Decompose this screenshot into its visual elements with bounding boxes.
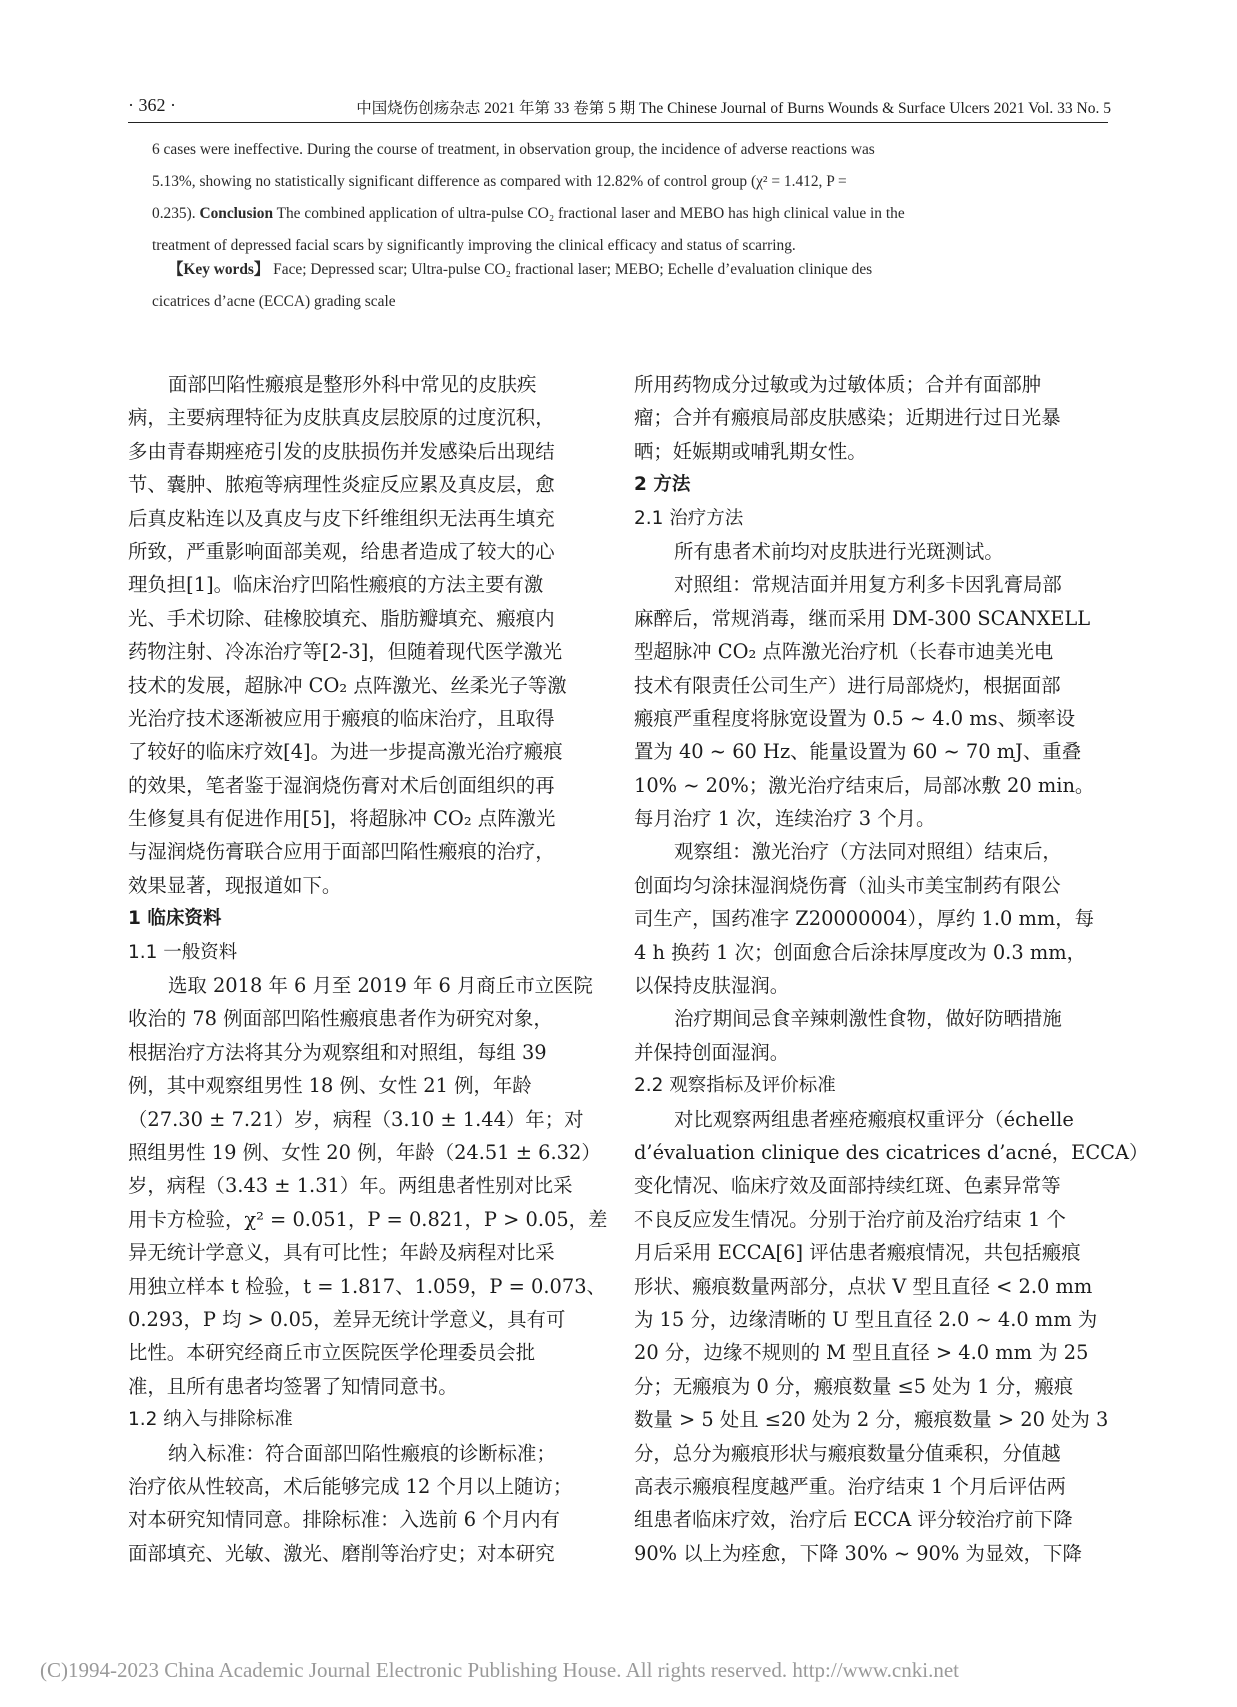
section-heading: 1.1 一般资料	[128, 941, 238, 963]
body-line: 多由青春期痤疮引发的皮肤损伤并发感染后出现结	[128, 439, 555, 463]
section-heading: 1.2 纳入与排除标准	[128, 1409, 293, 1431]
body-line: 生修复具有促进作用[5]，将超脉冲 CO₂ 点阵激光	[128, 807, 556, 831]
body-line: 高表示瘢痕程度越严重。治疗结束 1 个月后评估两	[634, 1474, 1066, 1498]
body-line: 面部填充、光敏、激光、磨削等治疗史；对本研究	[128, 1541, 555, 1565]
left-column	[128, 368, 608, 1570]
section-heading: 2.1 治疗方法	[634, 507, 744, 529]
keywords-line: cicatrices d’acne (ECCA) grading scale	[152, 293, 396, 310]
journal-title: 中国烧伤创疡杂志 2021 年第 33 卷第 5 期 The Chinese Journal of Burns Wounds & Surface Ulcers 2021 Vol. 33 No. 5	[356, 100, 1111, 117]
page-number: · 362 ·	[128, 95, 176, 115]
body-line: 为 15 分，边缘清晰的 U 型且直径 2.0 ~ 4.0 mm 为	[634, 1307, 1098, 1331]
body-line: d’évaluation clinique des cicatrices d’acné，ECCA）	[634, 1140, 1149, 1164]
body-line: 对本研究知情同意。排除标准：入选前 6 个月内有	[128, 1508, 560, 1532]
body-line: 分，总分为瘢痕形状与瘢痕数量分值乘积，分值越	[634, 1441, 1061, 1465]
body-line: 技术的发展，超脉冲 CO₂ 点阵激光、丝柔光子等激	[128, 673, 567, 697]
body-line: 理负担[1]。临床治疗凹陷性瘢痕的方法主要有激	[128, 573, 544, 597]
header-rule	[128, 122, 1108, 123]
keywords	[152, 254, 1082, 318]
body-line: 效果显著，现报道如下。	[128, 873, 342, 897]
body-line: 光治疗技术逐渐被应用于瘢痕的临床治疗，且取得	[128, 706, 555, 730]
body-line: 90% 以上为痊愈，下降 30% ~ 90% 为显效，下降	[634, 1541, 1082, 1565]
copyright-footer: (C)1994-2023 China Academic Journal Electronic Publishing House. All rights reserved. http://www.cnki.net	[40, 1658, 959, 1682]
body-line: 治疗依从性较高，术后能够完成 12 个月以上随访；	[128, 1474, 573, 1498]
body-line: 以保持皮肤湿润。	[634, 974, 790, 998]
body-line: 置为 40 ~ 60 Hz、能量设置为 60 ~ 70 mJ、重叠	[634, 740, 1082, 764]
body-line: 后真皮粘连以及真皮与皮下纤维组织无法再生填充	[128, 506, 555, 530]
section-heading: 2.2 观察指标及评价标准	[634, 1075, 836, 1097]
body-line: 20 分，边缘不规则的 M 型且直径 > 4.0 mm 为 25	[634, 1341, 1089, 1365]
body-line: 异无统计学意义，具有可比性；年龄及病程对比采	[128, 1241, 555, 1265]
conclusion-text: The combined application of ultra-pulse CO₂ fractional laser and MEBO has high clinical value in the	[273, 205, 905, 222]
abstract-line: 5.13%, showing no statistically significant difference as compared with 12.82% of control group (χ² = 1.412, P =	[152, 173, 847, 190]
running-header	[0, 95, 1237, 121]
body-line: 了较好的临床疗效[4]。为进一步提高激光治疗瘢痕	[128, 740, 563, 764]
abstract-line: 6 cases were ineffective. During the course of treatment, in observation group, the incidence of adverse reactions was	[152, 141, 875, 158]
body-line: 数量 > 5 处且 ≤20 处为 2 分，瘢痕数量 > 20 处为 3	[634, 1408, 1109, 1432]
abstract-line: treatment of depressed facial scars by significantly improving the clinical efficacy and status of scarring.	[152, 237, 796, 254]
body-line: 瘢痕严重程度将脉宽设置为 0.5 ~ 4.0 ms、频率设	[634, 706, 1076, 730]
body-line: 纳入标准：符合面部凹陷性瘢痕的诊断标准；	[168, 1441, 556, 1465]
body-line: 对照组：常规洁面并用复方利多卡因乳膏局部	[674, 573, 1062, 597]
body-line: 组患者临床疗效，治疗后 ECCA 评分较治疗前下降	[634, 1508, 1073, 1532]
body-line: 0.293，P 均 > 0.05，差异无统计学意义，具有可	[128, 1307, 566, 1331]
body-line: 例，其中观察组男性 18 例、女性 21 例，年龄	[128, 1074, 532, 1098]
right-column	[634, 368, 1149, 1570]
section-heading: 1 临床资料	[128, 908, 222, 930]
keywords-label: 【Key words】	[168, 261, 270, 278]
body-line: 根据治疗方法将其分为观察组和对照组，每组 39	[128, 1040, 547, 1064]
body-line: 照组男性 19 例、女性 20 例，年龄（24.51 ± 6.32）	[128, 1140, 601, 1164]
body-line: 节、囊肿、脓疱等病理性炎症反应累及真皮层，愈	[128, 473, 555, 497]
body-line: 选取 2018 年 6 月至 2019 年 6 月商丘市立医院	[168, 974, 593, 998]
body-line: 分；无瘢痕为 0 分，瘢痕数量 ≤5 处为 1 分，瘢痕	[634, 1374, 1074, 1398]
body-line: 月后采用 ECCA[6] 评估患者瘢痕情况，共包括瘢痕	[634, 1241, 1081, 1265]
body-line: 光、手术切除、硅橡胶填充、脂肪瓣填充、瘢痕内	[128, 606, 555, 630]
body-line: 与湿润烧伤膏联合应用于面部凹陷性瘢痕的治疗，	[128, 840, 555, 864]
body-line: 观察组：激光治疗（方法同对照组）结束后，	[674, 840, 1062, 864]
body-line: 4 h 换药 1 次；创面愈合后涂抹厚度改为 0.3 mm，	[634, 940, 1087, 964]
body-line: 瘤；合并有瘢痕局部皮肤感染；近期进行过日光暴	[634, 406, 1061, 430]
body-line: 技术有限责任公司生产）进行局部烧灼，根据面部	[634, 673, 1061, 697]
body-line: 准，且所有患者均签署了知情同意书。	[128, 1374, 458, 1398]
section-heading: 2 方法	[634, 474, 691, 496]
body-line: 比性。本研究经商丘市立医院医学伦理委员会批	[128, 1341, 536, 1365]
body-line: 变化情况、临床疗效及面部持续红斑、色素异常等	[634, 1174, 1061, 1198]
body-line: 治疗期间忌食辛辣刺激性食物，做好防晒措施	[674, 1007, 1062, 1031]
body-line: 岁，病程（3.43 ± 1.31）年。两组患者性别对比采	[128, 1174, 573, 1198]
body-line: 形状、瘢痕数量两部分，点状 V 型且直径 < 2.0 mm	[634, 1274, 1093, 1298]
body-line: 收治的 78 例面部凹陷性瘢痕患者作为研究对象，	[128, 1007, 553, 1031]
conclusion-label: Conclusion	[199, 205, 274, 222]
body-line: 10% ~ 20%；激光治疗结束后，局部冰敷 20 min。	[634, 773, 1095, 797]
body-line: 所用药物成分过敏或为过敏体质；合并有面部肿	[634, 373, 1042, 396]
keywords-line: 【Key words】 Face; Depressed scar; Ultra-pulse CO₂ fractional laser; MEBO; Echelle d’evaluation clinique des	[168, 261, 873, 278]
body-line: 的效果，笔者鉴于湿润烧伤膏对术后创面组织的再	[128, 773, 555, 797]
body-line: 病，主要病理特征为皮肤真皮层胶原的过度沉积，	[128, 406, 555, 430]
abstract-line: 0.235). Conclusion The combined application of ultra-pulse CO₂ fractional laser and MEBO has high clinical value in the	[152, 205, 905, 222]
body-line: 型超脉冲 CO₂ 点阵激光治疗机（长春市迪美光电	[634, 640, 1054, 664]
body-line: 每月治疗 1 次，连续治疗 3 个月。	[634, 807, 936, 831]
body-line: 创面均匀涂抹湿润烧伤膏（汕头市美宝制药有限公	[634, 873, 1061, 897]
body-line: 所致，严重影响面部美观，给患者造成了较大的心	[128, 539, 555, 563]
body-line: 所有患者术前均对皮肤进行光斑测试。	[674, 539, 1004, 563]
body-line: 对比观察两组患者痤疮瘢痕权重评分（échelle	[674, 1107, 1074, 1131]
body-line: 并保持创面湿润。	[634, 1040, 790, 1064]
body-line: 晒；妊娠期或哺乳期女性。	[634, 439, 867, 463]
body-line: 不良反应发生情况。分别于治疗前及治疗结束 1 个	[634, 1207, 1066, 1231]
body-line: 面部凹陷性瘢痕是整形外科中常见的皮肤疾	[168, 373, 537, 396]
abstract	[152, 134, 1082, 262]
body-line: 司生产，国药准字 Z20000004），厚约 1.0 mm，每	[634, 907, 1095, 931]
body-line: （27.30 ± 7.21）岁，病程（3.10 ± 1.44）年；对	[128, 1107, 584, 1131]
body-line: 药物注射、冷冻治疗等[2-3]，但随着现代医学激光	[128, 640, 563, 664]
body-line: 麻醉后，常规消毒，继而采用 DM-300 SCANXELL	[634, 606, 1091, 630]
body-line: 用独立样本 t 检验，t = 1.817、1.059，P = 0.073、	[128, 1274, 606, 1298]
body-line: 用卡方检验，χ² = 0.051，P = 0.821，P > 0.05，差	[128, 1207, 608, 1231]
